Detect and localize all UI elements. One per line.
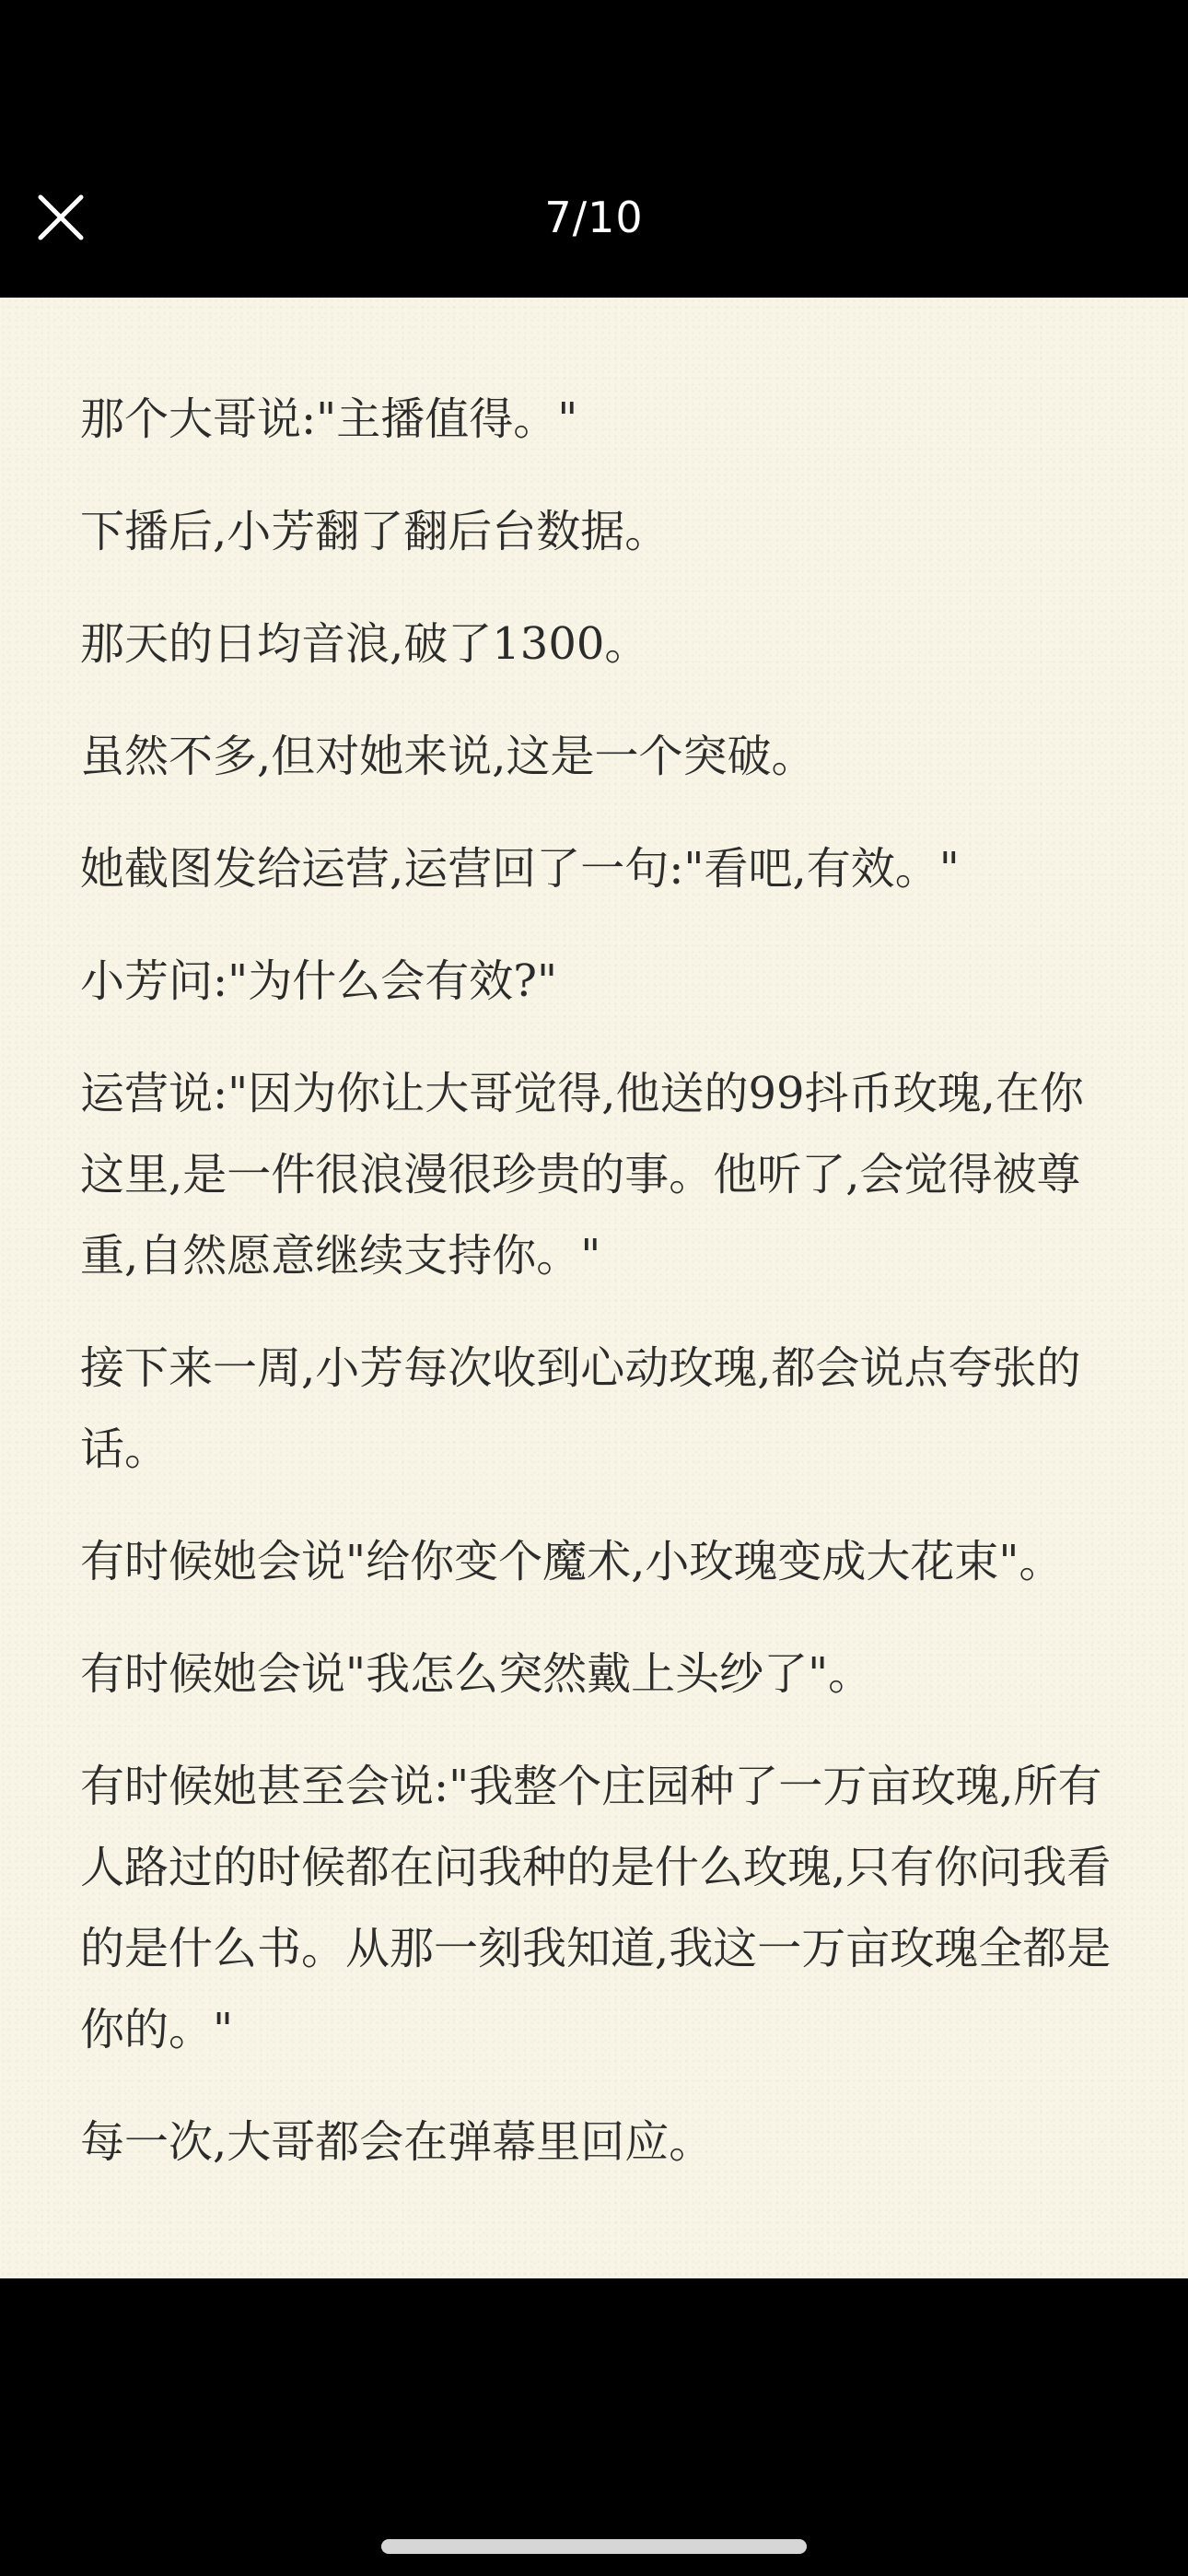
paragraph: 有时候她会说"给你变个魔术,小玫瑰变成大花束"。 xyxy=(80,1536,1064,1587)
paragraph: 下播后,小芳翻了翻后台数据。 xyxy=(80,506,670,557)
paragraph: 有时候她会说"我怎么突然戴上头纱了"。 xyxy=(80,1648,873,1700)
home-indicator[interactable] xyxy=(381,2539,807,2554)
paragraph: 有时候她甚至会说:"我整个庄园种了一万亩玫瑰,所有人路过的时候都在问我种的是什么玫瑰,只有你问我看的是什么书。从那一刻我知道,我这一万亩玫瑰全都是你的。" xyxy=(80,1761,1112,2055)
paragraph: 小芳问:"为什么会有效?" xyxy=(80,955,558,1007)
paragraph: 虽然不多,但对她来说,这是一个突破。 xyxy=(80,731,816,782)
paragraph: 每一次,大哥都会在弹幕里回应。 xyxy=(80,2116,714,2168)
page-counter: 7/10 xyxy=(544,193,644,242)
paragraph: 她截图发给运营,运营回了一句:"看吧,有效。" xyxy=(80,843,960,895)
bottom-bar xyxy=(0,2278,1188,2576)
article-body xyxy=(80,379,1112,2214)
paragraph: 运营说:"因为你让大哥觉得,他送的99抖币玫瑰,在你这里,是一件很浪漫很珍贵的事。他听了,会觉得被尊重,自然愿意继续支持你。" xyxy=(80,1068,1084,1282)
article-page xyxy=(0,298,1188,2278)
top-bar xyxy=(0,0,1188,298)
paragraph: 那个大哥说:"主播值得。" xyxy=(80,393,578,445)
paragraph: 接下来一周,小芳每次收到心动玫瑰,都会说点夸张的话。 xyxy=(80,1342,1081,1475)
paragraph: 那天的日均音浪,破了1300。 xyxy=(80,618,649,670)
